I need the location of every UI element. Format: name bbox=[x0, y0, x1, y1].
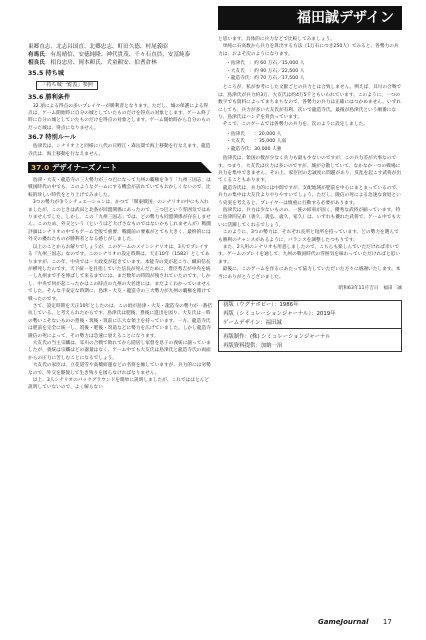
list-item: ・大友氏 ：35,000 人弱 bbox=[226, 139, 287, 145]
paragraph: 島津氏は、兵力は少ないものの、一族の結束が固く、優秀な武将が揃っています。特に島津四兄弟（義久、義弘、歳久、家久）は、いずれも優れた武将で、ゲーム中でも大いに活躍してくれるでしょう。 bbox=[218, 207, 401, 228]
paragraph: 大友氏の家臣は、立花道雪や高橋紹運などの名将を擁していますが、兵力的には劣勢なので、外交を駆使して生き残りを図らなければなりません。 bbox=[28, 363, 211, 376]
paragraph: 32.項による得点の多いプレイヤーが勝利者となります。ただし、城の保護による得点は、ゲーム開始時に自分の城としていたものだけを得点の対象とします。ゲーム終了時に自分の城としていたものだけを得点の対象とします。ゲーム開始時から自分のものだった城は、得点になりません。 bbox=[28, 103, 211, 131]
paragraph: このように、3つの勢力は、それぞれ長所と短所を持っています。どの勢力を選んでも勝利のチャンスがあるように、バランスを調整したつもりです。 bbox=[218, 230, 399, 243]
paragraph: そこで、このゲームでは各勢力の兵力を、次のように設定しました。 bbox=[222, 122, 368, 128]
paragraph: 単純に石高数から兵力を算出する方法（1万石につき250人）でみると、各勢力の兵力は、およそ次のようになります。 bbox=[218, 44, 399, 57]
paragraph: と思います。具体的に兵力などで比較してみましょう。 bbox=[218, 37, 335, 42]
list-item: ・島津氏 ：約 60 万石／15,000 人 bbox=[226, 61, 305, 67]
castle-list-ref: 「持ち城一覧表」参照 bbox=[36, 81, 98, 90]
credits-row-sagara bbox=[28, 60, 212, 67]
publication-info-box bbox=[218, 300, 402, 352]
banner-corner bbox=[201, 162, 212, 173]
list-item: ・龍造寺氏：約 70 万石／17,500 人 bbox=[226, 76, 305, 82]
left-column bbox=[28, 44, 212, 392]
info-line: ゲームデザイン：福田誠 bbox=[223, 320, 282, 327]
page-title: 福田誠デザイン bbox=[218, 6, 402, 30]
info-line: 再版制作：(株) シミュレーションジャーナル bbox=[223, 334, 331, 341]
right-column bbox=[218, 36, 402, 352]
credits-label: 相良氏 bbox=[28, 60, 45, 67]
credits-label: 有馬氏 bbox=[28, 52, 45, 59]
section-heading: 35.5 持ち城 bbox=[28, 69, 64, 77]
paragraph: さて、設定時期を天正10年としたのは、この頃が島津・大友・龍造寺の勢力が一番拮抗している、と考えられたからです。島津氏は肥後、豊後に進出を図り、大友氏は一時の勢いこそないものの豊後・筑後・筑前に広大な領土を持っています。一方、龍造寺氏は肥前を完全に統一し、筑後・肥後・筑前などに勢力を広げていました。しかし龍造寺隆信の死によって、その勢力は急速に衰えることになります。 bbox=[28, 303, 212, 339]
paragraph: また、2人用のシナリオも用意しましたので、こちらも楽しんでいただければ幸いです。ゲームのプレイを通して、九州の戦国時代の雰囲気を味わっていただければと思います。 bbox=[218, 244, 400, 265]
credits-line: 東郷直志、北志昌国直、北郷忠志、町田久德、村尾義昭 bbox=[28, 44, 168, 50]
paragraph: 島津氏は、シナリオ上と同様に八代の日野江・森岳間で海上移動を行なえます。龍造寺氏は、海上移動を行なえません。 bbox=[28, 144, 211, 157]
credits-text: ：相良忠房、岡本頼氏、犬童頼安、伯耆倉林 bbox=[44, 60, 157, 67]
page-footer bbox=[318, 618, 392, 626]
info-line: 再版資料提供：加納一治 bbox=[223, 343, 283, 350]
paragraph: 以上のことからお解りでしょうが、このゲームのメインシナリオは、3人でプレイする『九州三国志』なのです。このシナリオの設定時期は、天正10年（1582）としてありますが、この年、中央では一大政変が起きています。本能寺の変が起こり、織田信長が横死したのです。天下統一を目指していた信長が死んだために、豊臣秀吉が中央を統一し九州まで手を伸ばして来るまでには、まだ数年の時間が残されていたのです。しかし、中央で何が起こったかはこの時点の九州の大名達には、まだよくわかっていませんでした。そんな不安定な時期に、島津・大友・龍造寺の三大勢力が九州の覇権を賭けて戦ったのです。 bbox=[28, 244, 211, 302]
designers-notes-banner bbox=[28, 162, 212, 173]
paragraph: 3つの勢力が争うシチュエーションは、かつて「関東戦国」のシナリオの中にも入れましたが、このときは武田と北条が同盟関係にあったので、三つ巴という雰囲気ではありませんでした。しかし、この「九州三国志」では、どの勢力も同盟関係が存在しません。このため、外交という（というほど大げさなものではないかもしれませんが）戦闘評価はシナリオの中でもゲーム全般で重要、戦闘前の要素がとても大きく、最終的には外交の優れたものが勝利者となる感じがしました。 bbox=[28, 200, 211, 243]
signature-line: 昭和63年11月吉日 福田 誠 bbox=[338, 286, 402, 291]
paragraph: 島津氏は、領国の数が少なく兵力も最も少ないのですが、この兵力差が大事なのです。つまり、大友氏は兵力は多いのですが、城が分散していて、なかなか一つの戦場に兵力を集中できません。その上、家臣団の忠誠度に問題があり、反乱を起こす武将が出てくることもあります。 bbox=[218, 156, 402, 184]
list-item: ・龍造寺氏：30,000 人強 bbox=[226, 146, 282, 152]
list-item: ・大友氏 ：約 90 万石／22,500 人 bbox=[226, 68, 305, 74]
info-line: 再版（シミュレーションジャーナル）：2019年 bbox=[223, 311, 336, 318]
list-item: ・島津氏 ：20,000 人 bbox=[226, 131, 282, 137]
troop-list-game bbox=[226, 131, 402, 153]
info-line: 初版（ウグナボビー）：1986年 bbox=[223, 302, 299, 309]
magazine-logo: GameJournal bbox=[318, 618, 369, 626]
paragraph: 龍造寺氏は、兵力的には中間ですが、支配地域が肥前を中心にまとまっているので、兵力の集中は大友氏よりやりやすいでしょう。ただし、隆信の死による急速な衰退という史実を考えると、プレイヤーは慎重に行動する必要があります。 bbox=[218, 185, 401, 206]
paragraph: 島津・大友・龍造寺の三大勢力が三つ巴になって九州の覇権を争う「九州三国志」は戦国時代の中でも、このようなゲームにする機会が訪れていてもおかしくないので、比較的珍しい時代をとり上げてみました。 bbox=[28, 178, 211, 198]
paragraph: 最後に、このゲームを作るにあたって協力していただいた方々に感謝いたします。本当にありがとうございました。 bbox=[218, 267, 401, 280]
page-number: 17 bbox=[382, 618, 392, 626]
paragraph: 大友氏の当主宗麟は、耳川の合戦で敗れてから隠居し家督を息子の義統に譲っていましたが、義統は宗麟ほどの器量はなく、ゲーム中でも大友氏は島津氏と龍造寺氏の両面からの圧力に苦しむことになるでしょう。 bbox=[28, 340, 211, 361]
banner-title: デザイナーズノート bbox=[51, 163, 118, 173]
credits-row-arima bbox=[28, 52, 212, 59]
paragraph: 以上、3人シナリオのバックグラウンドを簡単に説明しましたが、これではほとんど説明していないので、よく解らない bbox=[28, 378, 210, 391]
paragraph: ところが、私が参考にした文献ごとの兵力とは合致しません。例えば、耳川の合戦では、島津氏が兵力約3万、大友氏は約4万5千ともいわれています。このように、一つの数字でも資料によってまちまちなので、各勢力の兵力は正確にはつかめません。いずれにしても、兵力が多い大友氏が有利、次いで龍造寺氏、最後が島津氏という順番になり、島津氏はハンデを背負っています。 bbox=[218, 85, 402, 121]
credits-text: ：有馬晴信、安徳純隆、神代貴茂、千々石直員、安冨純泰 bbox=[44, 52, 191, 59]
section-heading: 36.7 特別ルール bbox=[28, 134, 77, 142]
banner-number: 37.0 bbox=[31, 163, 50, 173]
troop-list-estimate bbox=[226, 60, 402, 82]
section-heading: 35.6 勝利条件 bbox=[28, 93, 71, 101]
